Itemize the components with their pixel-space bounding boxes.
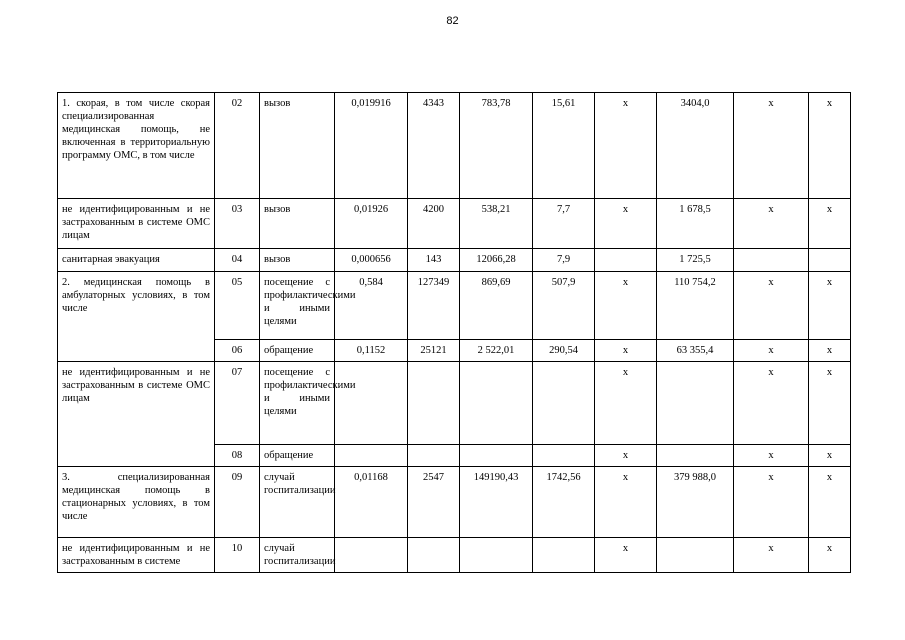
- cell-v2: 143: [408, 249, 460, 272]
- cell-v8: х: [809, 538, 851, 573]
- cell-v6: 1 678,5: [657, 199, 734, 249]
- cell-v7: х: [734, 272, 809, 340]
- cell-v4: 7,7: [533, 199, 595, 249]
- cell-v8: х: [809, 467, 851, 538]
- cell-v6: [657, 538, 734, 573]
- row-name: не идентифицированным и не застрахованным в системе ОМС лицам: [58, 362, 215, 467]
- row-code: 03: [215, 199, 260, 249]
- cell-v1: 0,01168: [335, 467, 408, 538]
- row-unit: вызов: [260, 249, 335, 272]
- cell-v3: [460, 362, 533, 445]
- row-code: 06: [215, 340, 260, 362]
- cell-v6: 379 988,0: [657, 467, 734, 538]
- row-unit: посещение с профилактическими и иными целями: [260, 362, 335, 445]
- cell-v4: 290,54: [533, 340, 595, 362]
- cell-v6: 1 725,5: [657, 249, 734, 272]
- cell-v1: 0,000656: [335, 249, 408, 272]
- cell-v4: [533, 538, 595, 573]
- cell-v7: х: [734, 467, 809, 538]
- cell-v3: [460, 538, 533, 573]
- cell-v5: [595, 249, 657, 272]
- cell-v8: х: [809, 362, 851, 445]
- cell-v1: [335, 362, 408, 445]
- cell-v6: 63 355,4: [657, 340, 734, 362]
- row-unit: случай госпитализации: [260, 467, 335, 538]
- table-row: [58, 199, 851, 249]
- table-row: [58, 467, 851, 538]
- cell-v2: [408, 362, 460, 445]
- row-unit: посещение с профилактическими и иными целями: [260, 272, 335, 340]
- cell-v8: х: [809, 272, 851, 340]
- cell-v5: х: [595, 445, 657, 467]
- cell-v2: 25121: [408, 340, 460, 362]
- cell-v1: 0,1152: [335, 340, 408, 362]
- row-name: 3. специализированная медицинская помощь в стационарных условиях, в том числе: [58, 467, 215, 538]
- page-number: 82: [446, 15, 459, 27]
- cell-v7: х: [734, 362, 809, 445]
- table-row: [58, 93, 851, 199]
- cell-v2: [408, 445, 460, 467]
- cell-v3: 869,69: [460, 272, 533, 340]
- cell-v4: [533, 445, 595, 467]
- cell-v7: х: [734, 445, 809, 467]
- cell-v1: [335, 538, 408, 573]
- cell-v1: 0,584: [335, 272, 408, 340]
- cell-v6: 3404,0: [657, 93, 734, 199]
- cell-v1: 0,01926: [335, 199, 408, 249]
- cell-v6: 110 754,2: [657, 272, 734, 340]
- row-code: 04: [215, 249, 260, 272]
- cell-v4: [533, 362, 595, 445]
- data-table: [57, 92, 851, 573]
- cell-v5: х: [595, 362, 657, 445]
- cell-v7: х: [734, 340, 809, 362]
- cell-v8: х: [809, 199, 851, 249]
- row-code: 09: [215, 467, 260, 538]
- row-unit: вызов: [260, 199, 335, 249]
- cell-v7: х: [734, 93, 809, 199]
- cell-v3: 538,21: [460, 199, 533, 249]
- row-code: 05: [215, 272, 260, 340]
- row-code: 10: [215, 538, 260, 573]
- cell-v2: 127349: [408, 272, 460, 340]
- cell-v8: х: [809, 340, 851, 362]
- cell-v8: х: [809, 445, 851, 467]
- cell-v4: 7,9: [533, 249, 595, 272]
- cell-v5: х: [595, 538, 657, 573]
- cell-v3: 2 522,01: [460, 340, 533, 362]
- row-name: 1. скорая, в том числе скорая специализированная медицинская помощь, не включенная в территориальную программу ОМС, в том числе: [58, 93, 215, 199]
- cell-v6: [657, 362, 734, 445]
- cell-v7: х: [734, 199, 809, 249]
- cell-v2: 4343: [408, 93, 460, 199]
- cell-v5: х: [595, 467, 657, 538]
- cell-v1: 0,019916: [335, 93, 408, 199]
- row-code: 02: [215, 93, 260, 199]
- cell-v8: х: [809, 93, 851, 199]
- cell-v7: [734, 249, 809, 272]
- table-row: [58, 272, 851, 340]
- cell-v2: [408, 538, 460, 573]
- table-row: [58, 538, 851, 573]
- row-name: 2. медицинская помощь в амбулаторных условиях, в том числе: [58, 272, 215, 362]
- row-name: не идентифицированным и не застрахованным в системе: [58, 538, 215, 573]
- cell-v2: 4200: [408, 199, 460, 249]
- row-code: 07: [215, 362, 260, 445]
- cell-v5: х: [595, 93, 657, 199]
- cell-v4: 15,61: [533, 93, 595, 199]
- row-name: санитарная эвакуация: [58, 249, 215, 272]
- cell-v2: 2547: [408, 467, 460, 538]
- cell-v1: [335, 445, 408, 467]
- row-unit: обращение: [260, 445, 335, 467]
- cell-v4: 1742,56: [533, 467, 595, 538]
- cell-v3: 149190,43: [460, 467, 533, 538]
- cell-v3: [460, 445, 533, 467]
- row-code: 08: [215, 445, 260, 467]
- cell-v4: 507,9: [533, 272, 595, 340]
- cell-v6: [657, 445, 734, 467]
- row-name: не идентифицированным и не застрахованным в системе ОМС лицам: [58, 199, 215, 249]
- row-unit: обращение: [260, 340, 335, 362]
- cell-v5: х: [595, 199, 657, 249]
- row-unit: вызов: [260, 93, 335, 199]
- cell-v3: 12066,28: [460, 249, 533, 272]
- cell-v7: х: [734, 538, 809, 573]
- table-row: [58, 362, 851, 445]
- cell-v5: х: [595, 272, 657, 340]
- table-row: [58, 249, 851, 272]
- row-unit: случай госпитализации: [260, 538, 335, 573]
- cell-v5: х: [595, 340, 657, 362]
- cell-v3: 783,78: [460, 93, 533, 199]
- cell-v8: [809, 249, 851, 272]
